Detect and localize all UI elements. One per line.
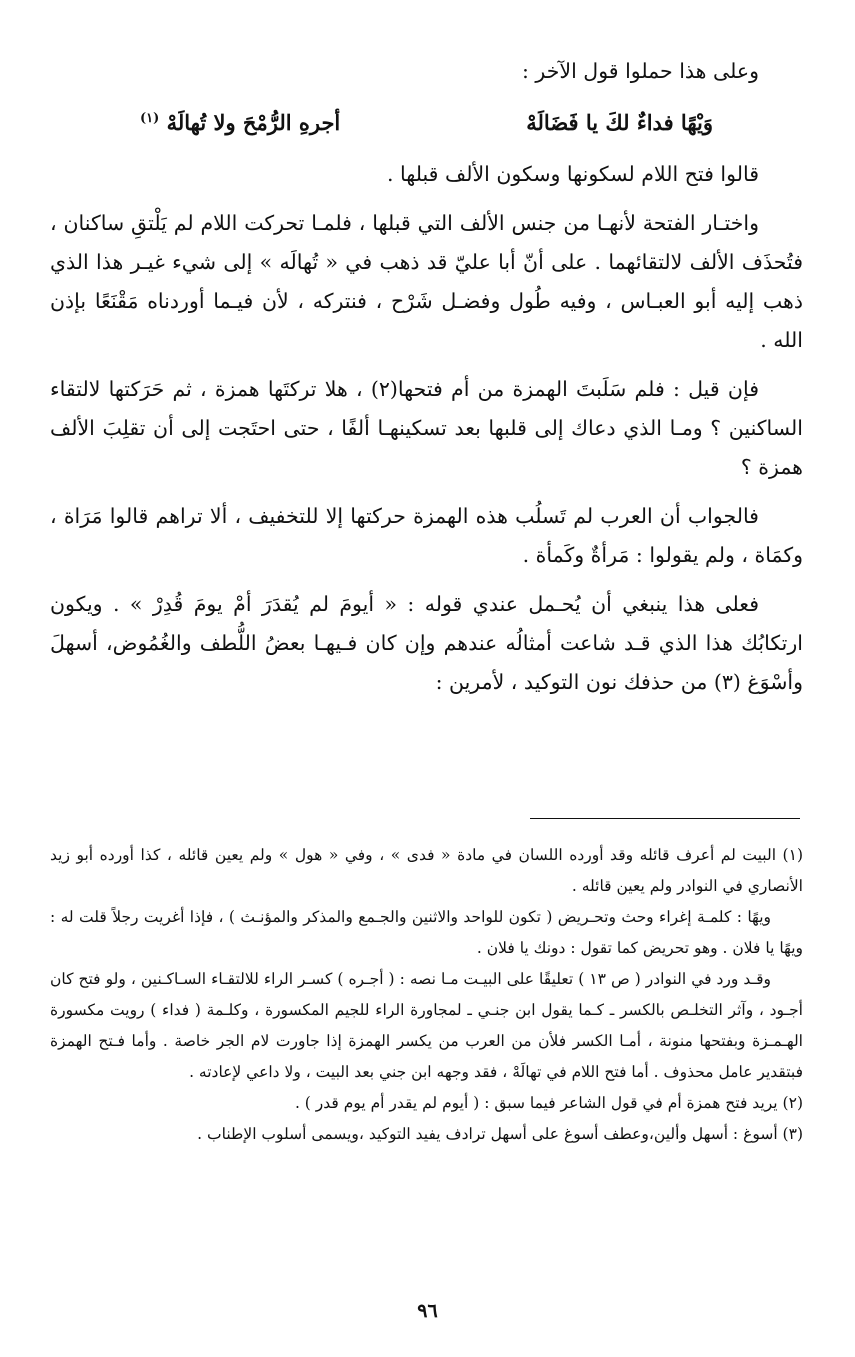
footnote-marker: (١): [140, 111, 160, 126]
paragraph: واختـار الفتحة لأنهـا من جنس الألف التي قبلها ، فلمـا تحركت اللام لم يَلْتقِ ساكنان ، فتُحذَف الألف لالتقائهما . على أنّ أبا عليّ قد ذهب في « تُهالَه » إلى شيء غيـر هذا الذي ذهب إليه أبو العبـاس ، وفيه طُول وفضـل شَرْح ، فنتركه ، لأن فيـما أوردناه مَقْنَعًا بإذن الله .: [50, 211, 803, 352]
paragraph: فإن قيل : فلم سَلَبتَ الهمزة من أم فتحها(٢) ، هلا تركتَها همزة ، ثم حَرَكتها لالتقاء الساكنين ؟ ومـا الذي دعاك إلى قلبها بعد تسكينهـا ألفًا ، حتى احتَجت إلى أن تقلِبَ الألف همزة ؟: [50, 377, 803, 479]
footnotes: [50, 840, 803, 1150]
paragraph: قالوا فتح اللام لسكونها وسكون الألف قبلها .: [386, 162, 759, 186]
page-number: ٩٦: [417, 1300, 438, 1322]
footnote: (١) البيت لم أعرف قائله وقد أورده اللسان في مادة « فدى » ، وفي « هول » ولم يعين قائله ، كذا أورده أبو زيد الأنصاري في النوادر ولم يعين قائله .: [50, 846, 803, 895]
poetry-verse: [140, 97, 713, 145]
footnote: (٢) يريد فتح همزة أم في قول الشاعر فيما سبق : ( أيوم لم يقدر أم يوم قدر ) .: [294, 1094, 803, 1112]
main-text: [50, 52, 803, 712]
verse-second-hemistich: [140, 97, 340, 145]
verse-second-hemistich-text: أجرهِ الرُّمْحَ ولا تُهالَهْ: [166, 110, 341, 135]
paragraph: فعلى هذا ينبغي أن يُحـمل عندي قوله : « أيومَ لم يُقدَرَ أمْ يومَ قُدِرْ » . ويكون ارتكابُك هذا الذي قـد شاعت أمثالُه عندهم وإن كان فـيهـا بعضُ اللُّطف والغُمُوض، أسهلَ وأسْوَغ (٣) من حذفك نون التوكيد ، لأمرين :: [50, 592, 803, 694]
footnote-continuation: وقـد ورد في النوادر ( ص ١٣ ) تعليقًا على البيـت مـا نصه : ( أجـره ) كسـر الراء للالتقـاء السـاكـنين ، ولو فتح كان أجـود ، وآثر التخلـص بالكسر ـ كـما يقول ابن جنـي ـ لمجاورة الراء للجيم المكسورة ، وكلـمة ( فداء ) رويت مكسورة الهـمـزة وبفتحها منونة ، أمـا الكسر فلأن من العرب من يكسر الهمزة إذا جاورت لام الجر خاصة . وأما فـتح الهمزة فبتقدير عامل محذوف . أما فتح اللام في تهالَهْ ، فقد وجهه ابن جني بعد البيت ، ولا داعي لإعادته .: [50, 970, 803, 1081]
footnote-separator: [530, 818, 800, 819]
footnote: (٣) أسوغ : أسهل وألين،وعطف أسوغ على أسهل ترادف يفيد التوكيد ،ويسمى أسلوب الإطناب .: [197, 1125, 803, 1143]
footnote-continuation: ويهًا : كلمـة إغراء وحث وتحـريض ( تكون للواحد والاثنين والجـمع والمذكر والمؤنـث ) ، فإذا أغريت رجلاً قلت له : ويهًا يا فلان . وهو تحريض كما تقول : دونك يا فلان .: [50, 908, 803, 957]
paragraph: فالجواب أن العرب لم تَسلُب هذه الهمزة حركتها إلا للتخفيف ، ألا تراهم قالوا مَرَاة ، وكمَاة ، ولم يقولوا : مَرأةٌ وكَمأة .: [50, 504, 803, 567]
intro-line: وعلى هذا حملوا قول الآخر :: [521, 59, 759, 83]
verse-first-hemistich: وَيْهًا فداءٌ لكَ يا فَضَالَهْ: [526, 110, 713, 135]
